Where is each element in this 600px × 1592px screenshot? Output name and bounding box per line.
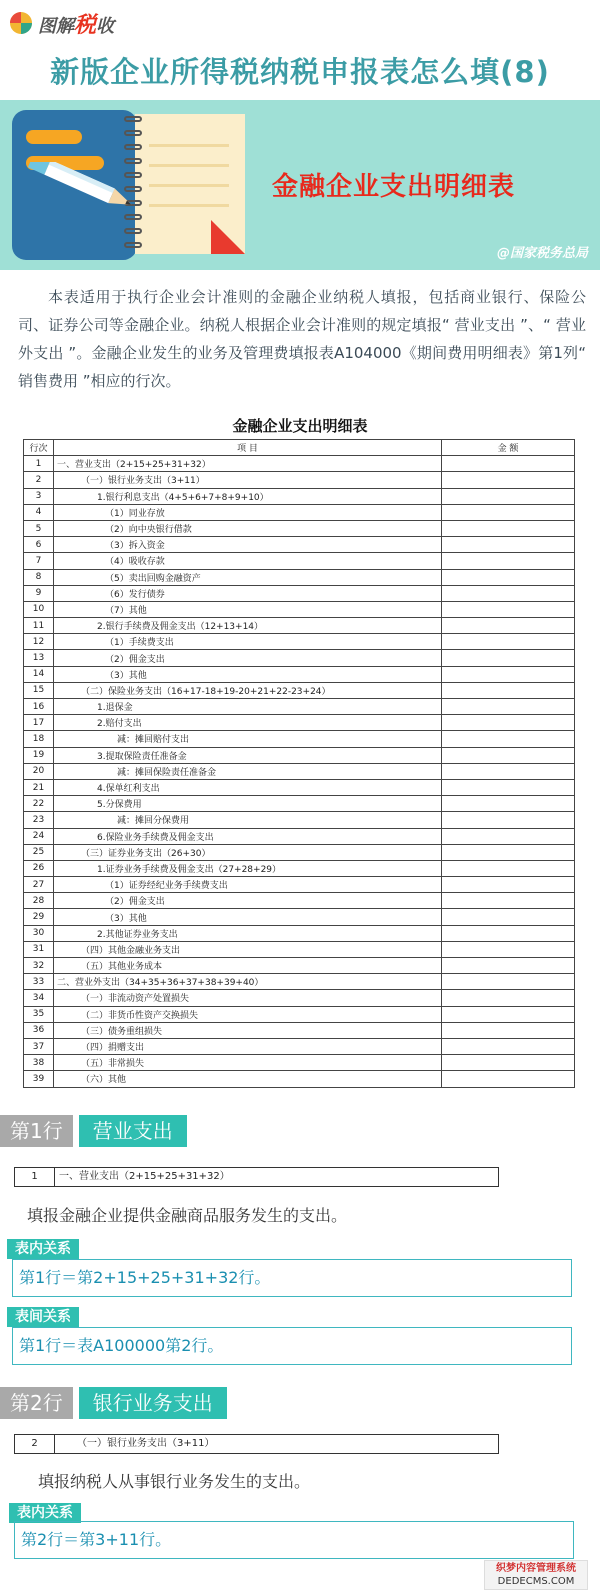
row-number-cell: 31: [24, 941, 54, 957]
cross-relation-tag: 表间关系: [7, 1307, 79, 1327]
amount-cell: [442, 763, 575, 779]
row-number-cell: 13: [24, 650, 54, 666]
row-number-cell: 8: [24, 569, 54, 585]
fill-instruction: 填报金融企业提供金融商品服务发生的支出。: [27, 1206, 348, 1225]
row-number-cell: 11: [24, 618, 54, 634]
row-number-cell: 27: [24, 877, 54, 893]
amount-cell: [442, 569, 575, 585]
table-row: [24, 569, 575, 585]
table-row: [24, 553, 575, 569]
row-number-cell: 32: [24, 958, 54, 974]
item-cell: 4.保单红利支出: [54, 779, 442, 795]
table-row: [24, 958, 575, 974]
watermark: [484, 1560, 588, 1590]
row-number-cell: 17: [24, 715, 54, 731]
row-number-cell: 4: [24, 504, 54, 520]
item-cell: （二）保险业务支出（16+17-18+19-20+21+22-23+24）: [54, 682, 442, 698]
table-row: [24, 860, 575, 876]
item-cell: （3）拆入资金: [54, 537, 442, 553]
item-cell: （六）其他: [54, 1071, 442, 1087]
watermark-line2: DEDECMS.COM: [497, 1576, 575, 1587]
item-cell: （五）非常损失: [54, 1055, 442, 1071]
amount-cell: [442, 488, 575, 504]
item-cell: （3）其他: [54, 909, 442, 925]
row-number-cell: 9: [24, 585, 54, 601]
row-excerpt: [14, 1434, 499, 1454]
table-row: [24, 731, 575, 747]
table-row: [24, 456, 575, 472]
source-credit: @国家税务总局: [496, 246, 588, 261]
page-fold-icon: [211, 220, 245, 254]
intro-paragraph: 本表适用于执行企业会计准则的金融企业纳税人填报，包括商业银行、保险公司、证券公司等金融企业。纳税人根据企业会计准则的规定填报“ 营业支出 ”、“ 营业外支出 ”。金融企业发生的业务及管理费填报表A104000《期间费用明细表》第1列“ 销售费用 ”相应的行次。: [18, 288, 586, 390]
row-number-cell: 22: [24, 796, 54, 812]
amount-cell: [442, 747, 575, 763]
row-number-cell: 1: [24, 456, 54, 472]
watermark-line1: 织梦内容管理系统: [496, 1563, 576, 1574]
fill-instruction: 填报纳税人从事银行业务发生的支出。: [38, 1472, 311, 1491]
table-row: [24, 990, 575, 1006]
inner-relation-box: 第2行＝第3+11行。: [14, 1521, 574, 1559]
table-row: [24, 893, 575, 909]
brand-suffix: 收: [96, 15, 115, 37]
table-row: [24, 1022, 575, 1038]
table-row: [24, 909, 575, 925]
amount-cell: [442, 634, 575, 650]
brand-name: [38, 8, 114, 39]
brand-emph: 税: [74, 12, 97, 38]
banner-subtitle: 金融企业支出明细表: [272, 172, 516, 202]
item-cell: （2）佣金支出: [54, 893, 442, 909]
item-cell: （一）银行业务支出（3+11）: [54, 472, 442, 488]
paper-illustration: [135, 114, 245, 254]
amount-cell: [442, 990, 575, 1006]
row-number-cell: 3: [24, 488, 54, 504]
paper-line: [149, 164, 229, 167]
row-number-cell: 39: [24, 1071, 54, 1087]
table-row: [24, 682, 575, 698]
amount-cell: [442, 844, 575, 860]
item-cell: （三）证券业务支出（26+30）: [54, 844, 442, 860]
amount-cell: [442, 731, 575, 747]
brand-prefix: 图解: [38, 15, 74, 37]
item-cell: 1.银行利息支出（4+5+6+7+8+9+10）: [54, 488, 442, 504]
item-cell: （2）向中央银行借款: [54, 520, 442, 536]
row-number-cell: 23: [24, 812, 54, 828]
item-cell: 1.退保金: [54, 699, 442, 715]
row-number-cell: 29: [24, 909, 54, 925]
table-row: [24, 634, 575, 650]
amount-cell: [442, 520, 575, 536]
amount-cell: [442, 828, 575, 844]
detail-table: [23, 439, 575, 1088]
item-cell: （2）佣金支出: [54, 650, 442, 666]
paper-line: [149, 184, 229, 187]
table-row: [24, 1055, 575, 1071]
amount-cell: [442, 682, 575, 698]
item-cell: （三）债务重组损失: [54, 1022, 442, 1038]
row-number-cell: 18: [24, 731, 54, 747]
item-cell: （1）证券经纪业务手续费支出: [54, 877, 442, 893]
row-number-cell: 7: [24, 553, 54, 569]
amount-cell: [442, 941, 575, 957]
item-cell: 2.其他证券业务支出: [54, 925, 442, 941]
amount-cell: [442, 504, 575, 520]
section-header-row1: [0, 1115, 187, 1147]
row-number-cell: 35: [24, 1006, 54, 1022]
item-cell: （一）非流动资产处置损失: [54, 990, 442, 1006]
table-row: [24, 537, 575, 553]
table-row: [24, 1038, 575, 1054]
item-cell: 一、营业支出（2+15+25+31+32）: [54, 456, 442, 472]
table-row: [24, 650, 575, 666]
amount-cell: [442, 666, 575, 682]
row-excerpt-number: 1: [15, 1168, 55, 1186]
table-row: [24, 715, 575, 731]
table-row: [24, 796, 575, 812]
amount-cell: [442, 1038, 575, 1054]
table-row: [24, 666, 575, 682]
row-number-cell: 5: [24, 520, 54, 536]
table-row: [24, 763, 575, 779]
table-row: [24, 941, 575, 957]
item-cell: 2.银行手续费及佣金支出（12+13+14）: [54, 618, 442, 634]
brand-logo-icon: [10, 12, 32, 34]
amount-cell: [442, 650, 575, 666]
row-number-cell: 15: [24, 682, 54, 698]
item-cell: （五）其他业务成本: [54, 958, 442, 974]
amount-cell: [442, 537, 575, 553]
row-excerpt: [14, 1167, 499, 1187]
row-number-cell: 2: [24, 472, 54, 488]
table-row: [24, 601, 575, 617]
row-number-cell: 36: [24, 1022, 54, 1038]
item-cell: （7）其他: [54, 601, 442, 617]
item-cell: 1.证券业务手续费及佣金支出（27+28+29）: [54, 860, 442, 876]
notebook-tab-decoration: [26, 130, 82, 144]
row-number-cell: 20: [24, 763, 54, 779]
amount-cell: [442, 585, 575, 601]
row-number-cell: 6: [24, 537, 54, 553]
col-header-no: 行次: [24, 440, 54, 456]
item-cell: （3）其他: [54, 666, 442, 682]
page-title: 新版企业所得税纳税申报表怎么填(8): [50, 55, 550, 89]
pencil-icon: [20, 162, 150, 206]
row-number-cell: 25: [24, 844, 54, 860]
amount-cell: [442, 715, 575, 731]
amount-cell: [442, 601, 575, 617]
item-cell: 3.提取保险责任准备金: [54, 747, 442, 763]
row-number-cell: 30: [24, 925, 54, 941]
amount-cell: [442, 860, 575, 876]
amount-cell: [442, 974, 575, 990]
table-row: [24, 877, 575, 893]
table-row: [24, 925, 575, 941]
amount-cell: [442, 1071, 575, 1087]
section-row-title: 营业支出: [79, 1115, 187, 1147]
table-row: [24, 699, 575, 715]
item-cell: （1）手续费支出: [54, 634, 442, 650]
paper-line: [149, 204, 229, 207]
item-cell: （四）捐赠支出: [54, 1038, 442, 1054]
amount-cell: [442, 699, 575, 715]
table-row: [24, 779, 575, 795]
section-row-number: 第2行: [0, 1387, 73, 1419]
paper-line: [149, 144, 229, 147]
row-number-cell: 21: [24, 779, 54, 795]
amount-cell: [442, 472, 575, 488]
row-number-cell: 12: [24, 634, 54, 650]
item-cell: 6.保险业务手续费及佣金支出: [54, 828, 442, 844]
table-row: [24, 828, 575, 844]
amount-cell: [442, 618, 575, 634]
amount-cell: [442, 1022, 575, 1038]
col-header-item: 项 目: [54, 440, 442, 456]
row-number-cell: 37: [24, 1038, 54, 1054]
amount-cell: [442, 1006, 575, 1022]
amount-cell: [442, 1055, 575, 1071]
brand-logo-area: [10, 8, 114, 38]
inner-relation-box: 第1行＝第2+15+25+31+32行。: [12, 1259, 572, 1297]
amount-cell: [442, 456, 575, 472]
amount-cell: [442, 796, 575, 812]
amount-cell: [442, 958, 575, 974]
table-row: [24, 472, 575, 488]
row-number-cell: 34: [24, 990, 54, 1006]
amount-cell: [442, 779, 575, 795]
item-cell: 减：摊回赔付支出: [54, 731, 442, 747]
banner: [0, 100, 600, 270]
row-number-cell: 33: [24, 974, 54, 990]
table-row: [24, 1006, 575, 1022]
item-cell: 二、营业外支出（34+35+36+37+38+39+40）: [54, 974, 442, 990]
inner-relation-tag: 表内关系: [7, 1239, 79, 1259]
inner-relation-tag: 表内关系: [9, 1503, 81, 1523]
amount-cell: [442, 893, 575, 909]
amount-cell: [442, 553, 575, 569]
row-excerpt-number: 2: [15, 1435, 55, 1453]
table-row: [24, 618, 575, 634]
section-row-title: 银行业务支出: [79, 1387, 227, 1419]
row-number-cell: 10: [24, 601, 54, 617]
table-row: [24, 504, 575, 520]
item-cell: （四）其他金融业务支出: [54, 941, 442, 957]
section-header-row2: [0, 1387, 227, 1419]
row-number-cell: 14: [24, 666, 54, 682]
item-cell: （二）非货币性资产交换损失: [54, 1006, 442, 1022]
row-excerpt-text: 一、营业支出（2+15+25+31+32）: [59, 1171, 230, 1182]
table-row: [24, 1071, 575, 1087]
item-cell: 5.分保费用: [54, 796, 442, 812]
row-number-cell: 26: [24, 860, 54, 876]
table-header-row: [24, 440, 575, 456]
row-excerpt-text: （一）银行业务支出（3+11）: [77, 1438, 215, 1449]
row-number-cell: 19: [24, 747, 54, 763]
row-number-cell: 24: [24, 828, 54, 844]
amount-cell: [442, 877, 575, 893]
table-row: [24, 974, 575, 990]
table-row: [24, 812, 575, 828]
amount-cell: [442, 909, 575, 925]
item-cell: 减：摊回保险责任准备金: [54, 763, 442, 779]
row-number-cell: 16: [24, 699, 54, 715]
item-cell: 减：摊回分保费用: [54, 812, 442, 828]
item-cell: （6）发行债券: [54, 585, 442, 601]
amount-cell: [442, 925, 575, 941]
table-row: [24, 520, 575, 536]
table-title: 金融企业支出明细表: [232, 417, 368, 435]
item-cell: 2.赔付支出: [54, 715, 442, 731]
table-row: [24, 844, 575, 860]
col-header-amount: 金 额: [442, 440, 575, 456]
row-number-cell: 28: [24, 893, 54, 909]
item-cell: （4）吸收存款: [54, 553, 442, 569]
table-row: [24, 585, 575, 601]
amount-cell: [442, 812, 575, 828]
table-row: [24, 488, 575, 504]
item-cell: （1）同业存放: [54, 504, 442, 520]
section-row-number: 第1行: [0, 1115, 73, 1147]
table-row: [24, 747, 575, 763]
cross-relation-box: 第1行＝表A100000第2行。: [12, 1327, 572, 1365]
item-cell: （5）卖出回购金融资产: [54, 569, 442, 585]
row-number-cell: 38: [24, 1055, 54, 1071]
